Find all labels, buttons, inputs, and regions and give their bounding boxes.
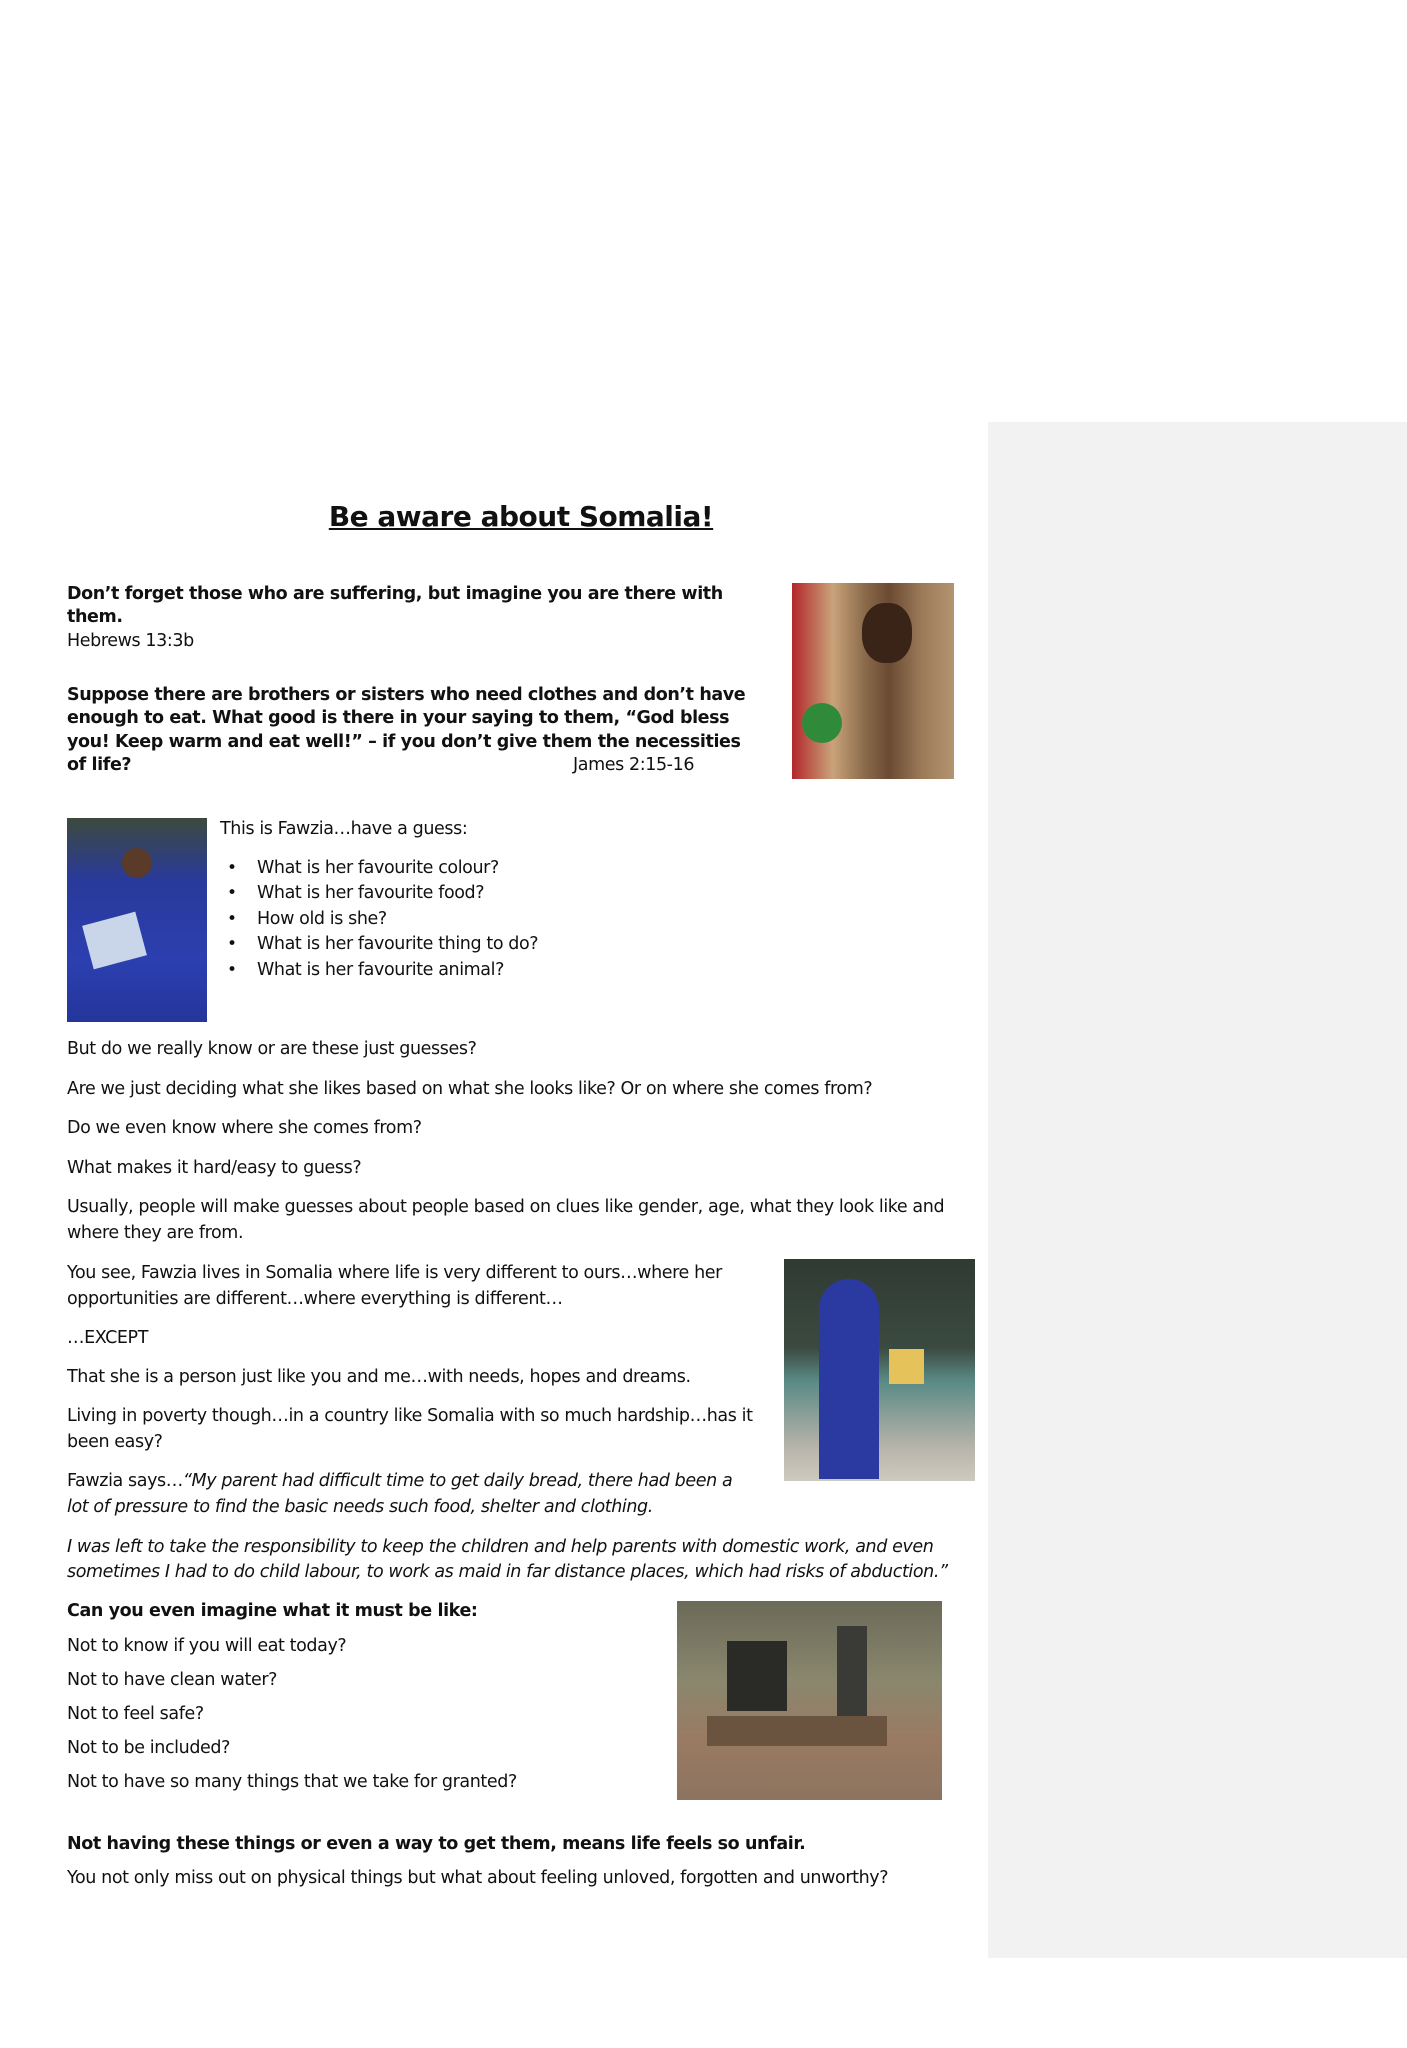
says-prefix: Fawzia says… bbox=[67, 1471, 183, 1491]
guess-item: What is her favourite thing to do? bbox=[257, 934, 539, 954]
quote2-line2: enough to eat. What good is there in your saying to them, “God bless bbox=[67, 708, 730, 728]
classroom-photo bbox=[784, 1259, 975, 1481]
quote1-line1: Don’t forget those who are suffering, but imagine you are there with bbox=[67, 584, 723, 604]
imagine-item: Not to be included? bbox=[67, 1738, 230, 1758]
paragraph: Usually, people will make guesses about people based on clues like gender, age, what they look like and bbox=[67, 1197, 945, 1217]
bullet-icon: • bbox=[227, 858, 238, 878]
imagine-item: Not to have clean water? bbox=[67, 1670, 278, 1690]
paragraph: But do we really know or are these just guesses? bbox=[67, 1039, 477, 1059]
quote-text: “My parent had difficult time to get daily bread, there had been a bbox=[182, 1471, 733, 1491]
comment-margin-panel bbox=[988, 422, 1407, 1958]
paragraph: Do we even know where she comes from? bbox=[67, 1118, 422, 1138]
guess-item: What is her favourite food? bbox=[257, 883, 485, 903]
paragraph: …EXCEPT bbox=[67, 1328, 148, 1348]
quote2-line4: of life? bbox=[67, 755, 132, 775]
paragraph: where they are from. bbox=[67, 1223, 244, 1243]
paragraph: Living in poverty though…in a country like Somalia with so much hardship…has it bbox=[67, 1406, 753, 1426]
fawzia-quote-line2: lot of pressure to find the basic needs such food, shelter and clothing. bbox=[67, 1497, 653, 1517]
imagine-item: Not to feel safe? bbox=[67, 1704, 204, 1724]
bullet-icon: • bbox=[227, 883, 238, 903]
bullet-icon: • bbox=[227, 909, 238, 929]
page-title: Be aware about Somalia! bbox=[328, 500, 714, 533]
fawzia-quote-line3: I was left to take the responsibility to keep the children and help parents with domestic work, and even bbox=[67, 1537, 934, 1557]
bullet-icon: • bbox=[227, 960, 238, 980]
closing-text: You not only miss out on physical things but what about feeling unloved, forgotten and unworthy? bbox=[67, 1868, 889, 1888]
paragraph: You see, Fawzia lives in Somalia where life is very different to ours…where her bbox=[67, 1263, 722, 1283]
fawzia-quote-line4: sometimes I had to do child labour, to work as maid in far distance places, which had risks of abduction.” bbox=[67, 1562, 948, 1582]
quote1-line2: them. bbox=[67, 607, 123, 627]
guess-item: What is her favourite colour? bbox=[257, 858, 499, 878]
quote1-reference: Hebrews 13:3b bbox=[67, 631, 194, 651]
closing-bold: Not having these things or even a way to get them, means life feels so unfair. bbox=[67, 1834, 806, 1854]
paragraph: opportunities are different…where everything is different… bbox=[67, 1289, 563, 1309]
guess-item: How old is she? bbox=[257, 909, 387, 929]
bullet-icon: • bbox=[227, 934, 238, 954]
paragraph: Are we just deciding what she likes based on what she looks like? Or on where she comes from? bbox=[67, 1079, 873, 1099]
paragraph: What makes it hard/easy to guess? bbox=[67, 1158, 362, 1178]
paragraph: That she is a person just like you and me…with needs, hopes and dreams. bbox=[67, 1367, 691, 1387]
imagine-item: Not to have so many things that we take for granted? bbox=[67, 1772, 517, 1792]
guess-item: What is her favourite animal? bbox=[257, 960, 504, 980]
imagine-item: Not to know if you will eat today? bbox=[67, 1636, 347, 1656]
fawzia-photo bbox=[67, 818, 207, 1022]
imagine-heading: Can you even imagine what it must be like: bbox=[67, 1601, 478, 1621]
fawzia-quote-line1 bbox=[67, 1469, 732, 1495]
quote2-line1: Suppose there are brothers or sisters who need clothes and don’t have bbox=[67, 685, 746, 705]
child-photo bbox=[792, 583, 954, 779]
quote2-reference: James 2:15-16 bbox=[573, 755, 695, 775]
quote2-line3: you! Keep warm and eat well!” – if you don’t give them the necessities bbox=[67, 732, 741, 752]
intro-text: This is Fawzia…have a guess: bbox=[220, 819, 468, 839]
home-interior-photo bbox=[677, 1601, 942, 1800]
paragraph: been easy? bbox=[67, 1432, 163, 1452]
